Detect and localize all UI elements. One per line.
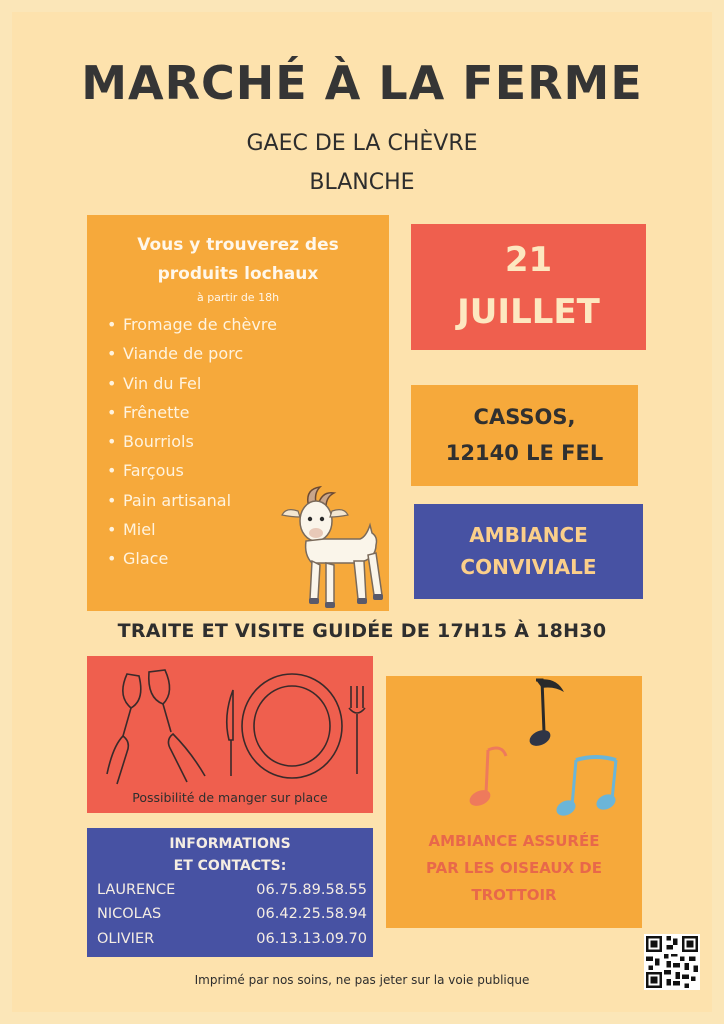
list-item: • Bourriols bbox=[107, 427, 389, 456]
contact-row bbox=[97, 931, 367, 947]
music-caption-line-1: AMBIANCE ASSURÉE bbox=[428, 832, 600, 850]
footer-note: Imprimé par nos soins, ne pas jeter sur la voie publique bbox=[194, 973, 530, 987]
contact-name: LAURENCE bbox=[97, 882, 176, 898]
knife-icon bbox=[227, 690, 233, 776]
music-note-icon bbox=[527, 679, 564, 749]
list-item: • Frênette bbox=[107, 398, 389, 427]
contact-phone: 06.13.13.09.70 bbox=[256, 931, 367, 947]
list-item: • Viande de porc bbox=[107, 339, 389, 368]
date-month: JUILLET bbox=[457, 292, 600, 332]
contact-phone: 06.42.25.58.94 bbox=[256, 906, 367, 922]
contacts-heading-line-1: INFORMATIONS bbox=[169, 836, 291, 852]
subtitle-line-1: GAEC DE LA CHÈVRE bbox=[246, 131, 478, 156]
list-item: • Fromage de chèvre bbox=[107, 310, 389, 339]
ambiance-box bbox=[414, 504, 643, 599]
music-note-icon bbox=[467, 748, 506, 809]
contacts-heading-line-2: ET CONTACTS: bbox=[173, 858, 287, 874]
list-item: • Miel bbox=[107, 515, 389, 544]
contact-row bbox=[97, 882, 367, 898]
date-day: 21 bbox=[504, 240, 553, 280]
list-item: • Glace bbox=[107, 544, 389, 573]
music-notes-illustration bbox=[386, 676, 642, 826]
music-caption-line-2: PAR LES OISEAUX DE bbox=[425, 859, 603, 877]
poster-title: MARCHÉ À LA FERME bbox=[81, 56, 643, 110]
products-since: à partir de 18h bbox=[196, 291, 280, 304]
goat-illustration bbox=[268, 485, 386, 613]
products-heading bbox=[87, 231, 389, 289]
place-box bbox=[411, 385, 638, 486]
products-heading-line-2: produits lochaux bbox=[157, 264, 319, 284]
subtitle-line-2: BLANCHE bbox=[309, 170, 415, 195]
place-line-2: 12140 LE FEL bbox=[445, 441, 604, 465]
music-caption bbox=[386, 828, 642, 909]
eat-on-site-box bbox=[87, 656, 373, 813]
products-heading-line-1: Vous y trouverez des bbox=[137, 235, 339, 255]
list-item: • Pain artisanal bbox=[107, 486, 389, 515]
contacts-heading bbox=[87, 828, 373, 877]
ambiance-line-1: AMBIANCE bbox=[469, 523, 588, 547]
milking-visit-banner: TRAITE ET VISITE GUIDÉE DE 17H15 À 18H30 bbox=[117, 620, 607, 642]
contact-row bbox=[97, 906, 367, 922]
place-line-1: CASSOS, bbox=[473, 405, 576, 429]
music-note-icon bbox=[554, 757, 618, 819]
contacts-box bbox=[87, 828, 373, 957]
contact-name: NICOLAS bbox=[97, 906, 162, 922]
ambiance-line-2: CONVIVIALE bbox=[460, 555, 597, 579]
contact-phone: 06.75.89.58.55 bbox=[256, 882, 367, 898]
music-box bbox=[386, 676, 642, 928]
plate-icon bbox=[242, 674, 342, 778]
eat-on-site-caption: Possibilité de manger sur place bbox=[132, 790, 328, 805]
wine-glasses-icon bbox=[107, 670, 205, 784]
fork-icon bbox=[349, 686, 365, 774]
qr-code bbox=[644, 934, 700, 990]
contact-name: OLIVIER bbox=[97, 931, 155, 947]
date-box bbox=[411, 224, 646, 350]
list-item: • Vin du Fel bbox=[107, 369, 389, 398]
list-item: • Farçous bbox=[107, 456, 389, 485]
music-caption-line-3: TROTTOIR bbox=[471, 886, 557, 904]
